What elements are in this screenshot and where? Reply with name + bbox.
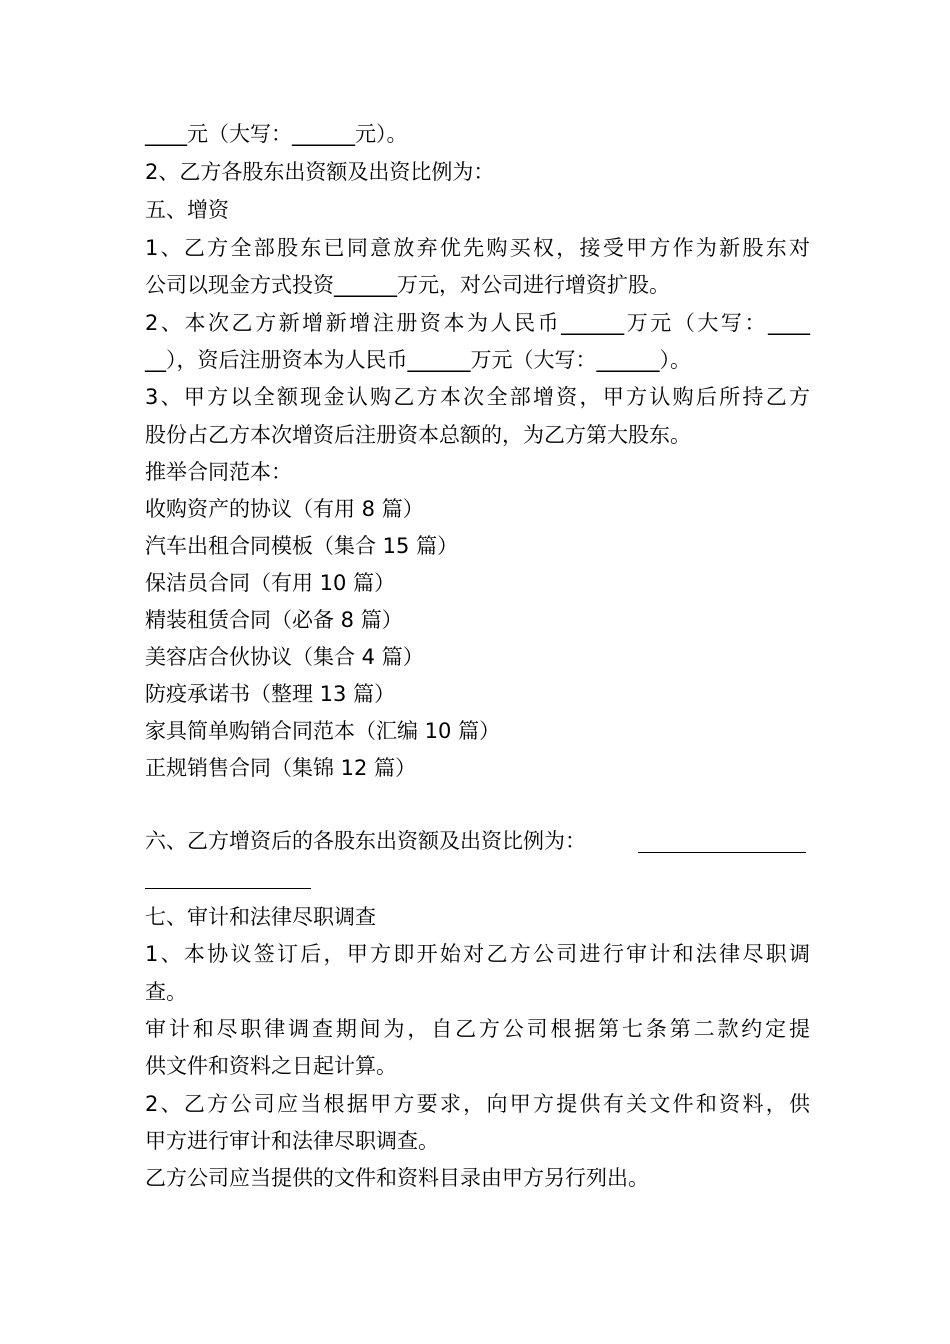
blank-underline <box>638 852 806 853</box>
text-line: 1、本协议签订后，甲方即开始对乙方公司进行审计和法律尽职调 <box>145 942 810 966</box>
recommend-heading: 推举合同范本： <box>145 460 292 484</box>
recommend-link[interactable]: 正规销售合同（集锦 12 篇） <box>145 756 417 780</box>
text-line: ____元（大写：______元）。 <box>145 122 408 146</box>
text-line: 乙方公司应当提供的文件和资料目录由甲方另行列出。 <box>145 1166 649 1190</box>
recommend-link[interactable]: 精装租赁合同（必备 8 篇） <box>145 608 403 632</box>
text-line: 2、乙方公司应当根据甲方要求，向甲方提供有关文件和资料，供 <box>145 1092 810 1116</box>
recommend-link[interactable]: 汽车出租合同模板（集合 15 篇） <box>145 534 459 558</box>
text-line: 审计和尽职律调查期间为，自乙方公司根据第七条第二款约定提 <box>145 1017 810 1041</box>
text-line: 公司以现金方式投资______万元，对公司进行增资扩股。 <box>145 273 670 297</box>
text-line: 查。 <box>145 980 187 1004</box>
text-line: 2、乙方各股东出资额及出资比例为： <box>145 160 495 184</box>
recommend-link[interactable]: 美容店合伙协议（集合 4 篇） <box>145 645 424 669</box>
recommend-link[interactable]: 保洁员合同（有用 10 篇） <box>145 571 396 595</box>
recommend-link[interactable]: 家具简单购销合同范本（汇编 10 篇） <box>145 719 501 743</box>
section-heading: 七、审计和法律尽职调查 <box>145 905 376 929</box>
text-line: 股份占乙方本次增资后注册资本总额的，为乙方第大股东。 <box>145 423 691 447</box>
text-line: 1、乙方全部股东已同意放弃优先购买权，接受甲方作为新股东对 <box>145 236 810 260</box>
section-heading: 五、增资 <box>145 198 229 222</box>
text-line: 甲方进行审计和法律尽职调查。 <box>145 1129 439 1153</box>
text-line: __），资后注册资本为人民币______万元（大写：______）。 <box>145 348 691 372</box>
recommend-link[interactable]: 防疫承诺书（整理 13 篇） <box>145 682 396 706</box>
text-line: 2、本次乙方新增新增注册资本为人民币______万元（大写：____ <box>145 311 810 335</box>
text-line: 3、甲方以全额现金认购乙方本次全部增资，甲方认购后所持乙方 <box>145 385 810 409</box>
blank-underline <box>145 888 311 889</box>
text-line: 供文件和资料之日起计算。 <box>145 1054 397 1078</box>
section-heading: 六、乙方增资后的各股东出资额及出资比例为： <box>145 829 586 853</box>
recommend-link[interactable]: 收购资产的协议（有用 8 篇） <box>145 497 424 521</box>
